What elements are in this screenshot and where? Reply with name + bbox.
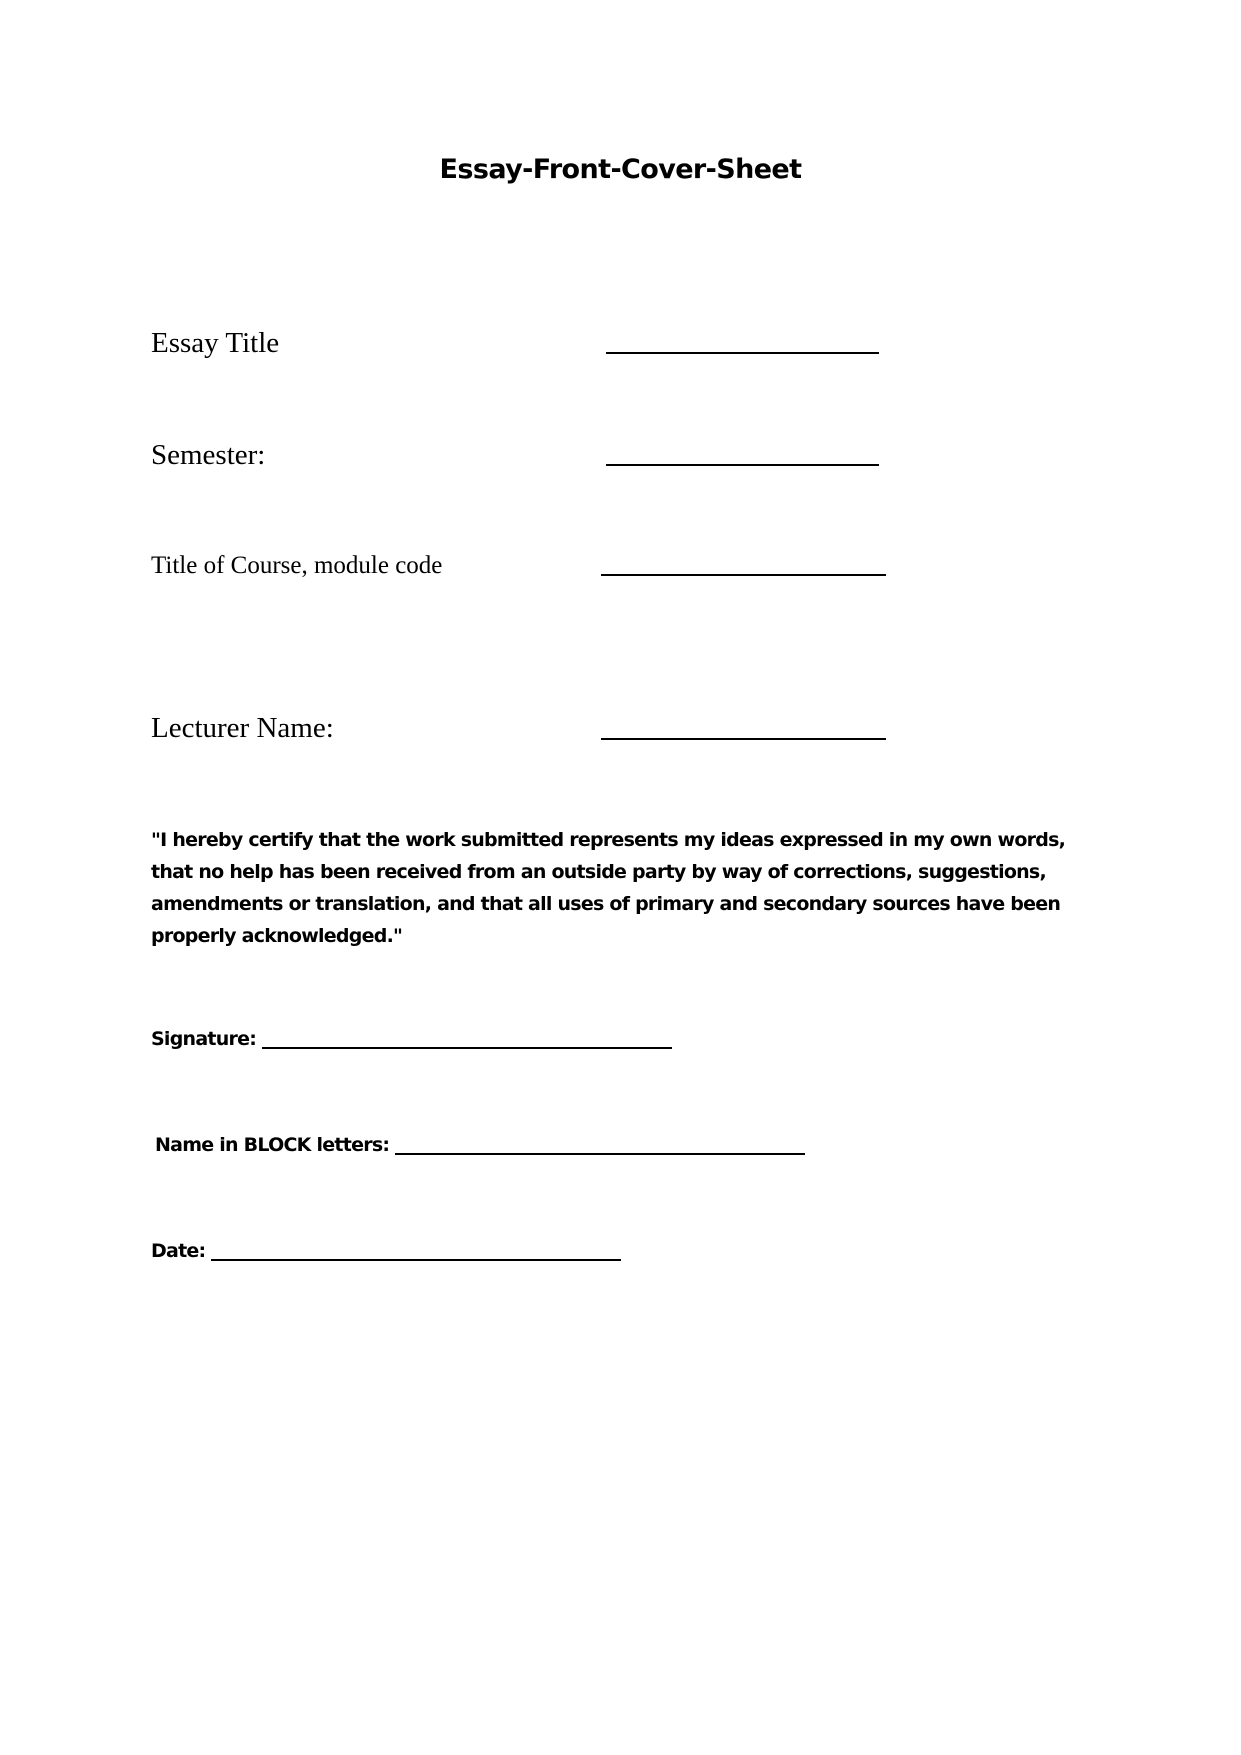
signature-blank[interactable] (262, 1047, 672, 1049)
declaration-statement: "I hereby certify that the work submitted represents my ideas expressed in my own words, that no help has been received from an outside party by way of corrections, suggestions, amendments or translation, and that all uses of primary and secondary sources have been properly acknowledged." (151, 829, 1066, 947)
lecturer-name-label: Lecturer Name: (151, 712, 334, 744)
block-name-blank[interactable] (395, 1153, 805, 1155)
semester-blank[interactable] (606, 464, 879, 466)
date-row (151, 1236, 621, 1266)
course-title-label: Title of Course, module code (151, 552, 443, 579)
semester-label: Semester: (151, 439, 266, 471)
course-title-blank[interactable] (601, 574, 886, 576)
document-title: Essay-Front-Cover-Sheet (439, 154, 802, 185)
date-label: Date: (151, 1240, 206, 1262)
block-name-row (155, 1130, 805, 1160)
lecturer-name-blank[interactable] (601, 738, 886, 740)
essay-title-label: Essay Title (151, 327, 280, 359)
essay-title-blank[interactable] (606, 352, 879, 354)
date-blank[interactable] (211, 1259, 621, 1261)
block-name-label: Name in BLOCK letters: (155, 1134, 390, 1156)
signature-row (151, 1024, 672, 1054)
signature-label: Signature: (151, 1028, 257, 1050)
